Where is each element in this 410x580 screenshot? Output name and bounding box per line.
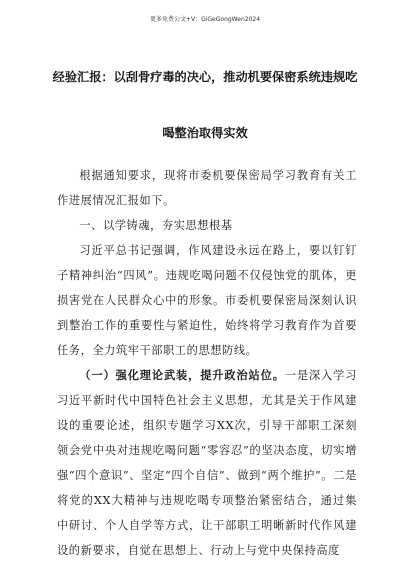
document-body	[57, 163, 357, 563]
document-title-line-1: 经验汇报：以刮骨疗毒的决心，推动机要保密系统违规吃	[52, 70, 358, 84]
subsection-1-paragraph	[57, 363, 357, 563]
intro-paragraph: 根据通知要求，现将市委机要保密局学习教育有关工作进展情况汇报如下。	[57, 169, 357, 207]
document-title-line-2: 喝整治取得实效	[162, 126, 248, 140]
subsection-1-lead: （一）强化理论武装，提升政治站位。	[79, 368, 285, 382]
section-1-paragraph: 习近平总书记强调，作风建设永远在路上，要以钉钉子精神纠治“四风”。违规吃喝问题不仅侵蚀党的肌体，更损害党在人民群众心中的形象。市委机要保密局深刻认识到整治工作的重要性与紧迫性，始终将学习教育作为首要任务，全力筑牢干部职工的思想防线。	[57, 244, 357, 357]
header-note: 更多免费公文+V：GiGeGongWen2024	[149, 16, 261, 23]
section-1-heading: 一、以学铸魂，夯实思想根基	[79, 219, 233, 232]
subsection-1-body: 一是深入学习习近平新时代中国特色社会主义思想，尤其是关于作风建设的重要论述，组织专题学习XX次，引导干部职工深刻领会党中央对违规吃喝问题“零容忍”的坚决态度，切实增强“四个意识”、坚定“四个自信”、做到“两个维护”。二是将党的XX大精神与违规吃喝专项整治紧密结合，通过集中研讨、个人自学等方式，让干部职工明晰新时代作风建设的新要求，自觉在思想上、行动上与党中央保持高度	[57, 369, 357, 557]
